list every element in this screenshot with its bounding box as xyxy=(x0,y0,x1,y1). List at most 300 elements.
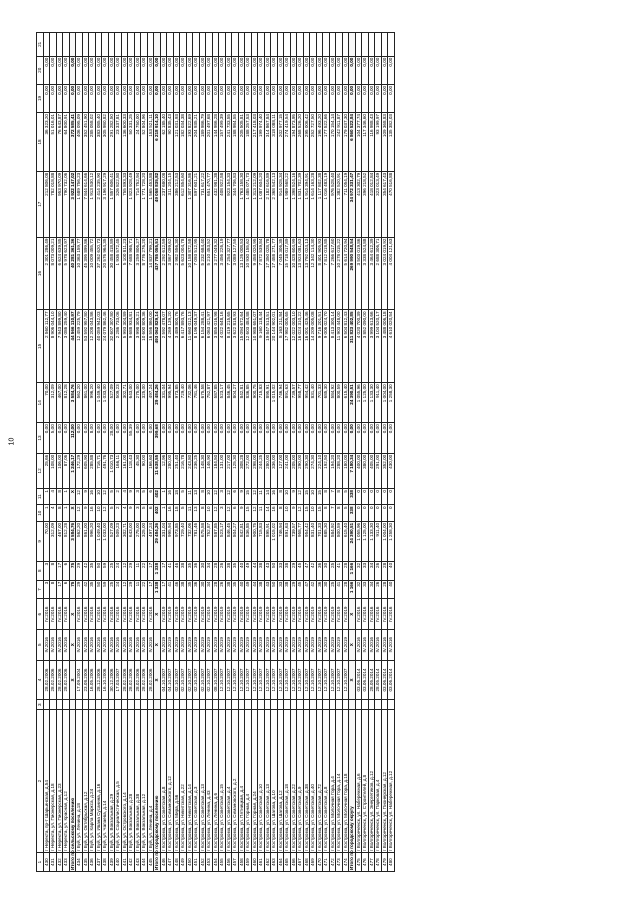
cell-col-10: 16 xyxy=(89,505,96,521)
cell-col-11: 15 xyxy=(245,489,252,505)
cell-col-12: 280,00 xyxy=(167,453,174,488)
cell-col-1: 462 xyxy=(264,853,271,872)
cell-col-18: 196 493,20 xyxy=(316,113,323,172)
cell-col-6: IV.2019 xyxy=(251,599,258,630)
cell-col-19: 0,00 xyxy=(342,84,349,112)
cell-col-8: 28 xyxy=(212,561,219,580)
cell-col-12: 274,30 xyxy=(310,453,317,488)
cell-col-1: 468 xyxy=(303,853,310,872)
table-row xyxy=(388,33,395,872)
cell-col-11: 1 xyxy=(63,489,70,505)
cell-col-1: 457 xyxy=(232,853,239,872)
cell-col-8: 34 xyxy=(206,561,213,580)
cell-col-11: 12 xyxy=(76,489,83,505)
cell-col-5: IV.2019 xyxy=(251,629,258,660)
cell-col-18: 51 016,01 xyxy=(50,113,57,172)
cell-col-11: 6 xyxy=(147,489,154,505)
cell-col-14: 467,00 xyxy=(56,383,63,423)
cell-col-6: IV.2016 xyxy=(368,599,375,630)
cell-col-10: 8 xyxy=(323,505,330,521)
cell-col-19: 0,00 xyxy=(303,84,310,112)
cell-col-12: 605,90 xyxy=(82,453,89,488)
cell-col-11: 18 xyxy=(173,489,180,505)
cell-col-12: 7 180,34 xyxy=(349,453,356,488)
cell-col-13: 0,00 xyxy=(329,423,336,454)
cell-col-17: 612 854,60 xyxy=(180,171,187,237)
cell-col-5: X xyxy=(154,629,161,660)
cell-col-14: 812,28 xyxy=(63,383,70,423)
cell-col-15: 7 943 899,80 xyxy=(56,310,63,383)
cell-col-9: 995,94 xyxy=(167,521,174,561)
cell-col-18: 157 499,39 xyxy=(219,113,226,172)
cell-col-19: 0,00 xyxy=(186,84,193,112)
cell-col-1: 479 xyxy=(381,853,388,872)
cell-col-18: 305 980,82 xyxy=(102,113,109,172)
cell-col-2: г Волгореченск, ул. Энергетиков, д.12 xyxy=(368,709,375,852)
cell-col-13: 0,00 xyxy=(206,423,213,454)
cell-col-16: 6 624 639,85 xyxy=(56,237,63,310)
cell-col-13: 0,00 xyxy=(251,423,258,454)
cell-col-20: 0,00 xyxy=(219,56,226,84)
cell-col-19: 0,00 xyxy=(63,84,70,112)
cell-col-13: 0,00 xyxy=(186,423,193,454)
cell-col-7: 34 xyxy=(206,580,213,599)
cell-col-18: 109 368,83 xyxy=(381,113,388,172)
cell-col-4: 28.12.2006 xyxy=(95,660,102,700)
cell-col-12: 11 638,55 xyxy=(154,453,161,488)
cell-col-20: 0,00 xyxy=(115,56,122,84)
cell-col-14: 29 484,26 xyxy=(154,383,161,423)
cell-col-1: 472 xyxy=(329,853,336,872)
cell-col-6: IV.2019 xyxy=(336,599,343,630)
cell-col-19: 0,00 xyxy=(251,84,258,112)
cell-col-4: 02.10.2007 xyxy=(193,660,200,700)
cell-col-14: 70,00 xyxy=(43,383,50,423)
cell-col-16: 8 401 905,93 xyxy=(316,237,323,310)
cell-col-7: 24 xyxy=(115,580,122,599)
cell-col-17: 1 857 606,41 xyxy=(108,171,115,237)
cell-col-19: 0,00 xyxy=(108,84,115,112)
cell-col-19: 0,00 xyxy=(160,84,167,112)
cell-col-14: 3 584,76 xyxy=(69,383,76,423)
cell-col-1: 451 xyxy=(193,853,200,872)
cell-col-18: 6 860 522,84 xyxy=(349,113,356,172)
cell-col-16: 2 301 286,49 xyxy=(43,237,50,310)
cell-col-16: 10 930 155,62 xyxy=(245,237,252,310)
cell-col-9: 895,91 xyxy=(264,521,271,561)
cell-col-12: 251,40 xyxy=(173,453,180,488)
cell-col-5: IV.2019 xyxy=(232,629,239,660)
cell-col-12: 1 010,73 xyxy=(108,453,115,488)
cell-col-5: IV.2016 xyxy=(43,629,50,660)
cell-col-4: 04.10.2007 xyxy=(160,660,167,700)
cell-col-18: 241 733,55 xyxy=(225,113,232,172)
cell-col-16: 4 004 121,63 xyxy=(388,237,395,310)
cell-col-7: 41 xyxy=(336,580,343,599)
column-number-8: 8 xyxy=(37,561,44,580)
cell-col-5: IV.2019 xyxy=(167,629,174,660)
cell-col-8: 29 xyxy=(290,561,297,580)
cell-col-8: 38 xyxy=(258,561,265,580)
cell-col-8: 36 xyxy=(316,561,323,580)
cell-col-6: IV.2019 xyxy=(232,599,239,630)
cell-col-9: 732,06 xyxy=(186,521,193,561)
cell-col-19: 0,00 xyxy=(56,84,63,112)
cell-col-15: 16 024 310,22 xyxy=(297,310,304,383)
cell-col-9: 1 133,30 xyxy=(368,521,375,561)
cell-col-2: г Нерехта, ул. Пионерская, д.18 xyxy=(50,709,57,852)
cell-col-7: 8 xyxy=(50,580,57,599)
cell-col-2: г Кострома, ул. Молочная Гора, д.18 xyxy=(342,709,349,852)
cell-col-16: 10 428 604,99 xyxy=(290,237,297,310)
cell-col-17: 326 822,80 xyxy=(115,171,122,237)
cell-col-7: 43 xyxy=(264,580,271,599)
cell-col-15: 12 459 225,79 xyxy=(76,310,83,383)
cell-col-19: 0,00 xyxy=(271,84,278,112)
cell-col-6: IV.2016 xyxy=(381,599,388,630)
cell-col-4: 12.10.2007 xyxy=(251,660,258,700)
cell-col-15: 2 286 733,06 xyxy=(115,310,122,383)
cell-col-12: 131,00 xyxy=(219,453,226,488)
column-number-20: 20 xyxy=(37,56,44,84)
cell-col-2: г Кострома, ул. Советская, д.13 xyxy=(264,709,271,852)
cell-col-7: 49 xyxy=(245,580,252,599)
cell-col-7: 22 xyxy=(141,580,148,599)
cell-col-19: 0,00 xyxy=(245,84,252,112)
cell-col-18: 204 935,21 xyxy=(193,113,200,172)
cell-col-6: IV.2016 xyxy=(89,599,96,630)
cell-col-2: г Кострома, ул. Советская, д.8 xyxy=(323,709,330,852)
cell-col-11: 10 xyxy=(95,489,102,505)
cell-col-8: 17 xyxy=(56,561,63,580)
cell-col-15: 8 419 215,65 xyxy=(225,310,232,383)
cell-col-14: 1 133,30 xyxy=(368,383,375,423)
cell-col-14: 895,91 xyxy=(264,383,271,423)
cell-col-21 xyxy=(388,33,395,57)
cell-col-4: 28.02.2006 xyxy=(43,660,50,700)
cell-col-15: 10 600 809,36 xyxy=(141,310,148,383)
cell-col-6: IV.2016 xyxy=(63,599,70,630)
cell-col-8: 35 xyxy=(186,561,193,580)
cell-col-18: 188 984,55 xyxy=(232,113,239,172)
cell-col-1: 439 xyxy=(108,853,115,872)
cell-col-13: 0,00 xyxy=(102,423,109,454)
cell-col-18: 406 095,09 xyxy=(76,113,83,172)
cell-col-20: 0,00 xyxy=(284,56,291,84)
cell-col-5: IV.2016 xyxy=(362,629,369,660)
cell-col-5: IV.2016 xyxy=(102,629,109,660)
cell-col-12: 166,11 xyxy=(115,453,122,488)
cell-col-15: 3 086 259,40 xyxy=(63,310,70,383)
cell-col-6: IV.2019 xyxy=(238,599,245,630)
cell-col-15: 2 592 478,07 xyxy=(160,310,167,383)
cell-col-16: 13 126 008,53 xyxy=(238,237,245,310)
cell-col-9: 996,20 xyxy=(89,521,96,561)
cell-col-19: 0,00 xyxy=(388,84,395,112)
cell-col-16: 14 837 799,21 xyxy=(147,237,154,310)
cell-col-12: 491,76 xyxy=(102,453,109,488)
cell-col-6: IV.2016 xyxy=(147,599,154,630)
cell-col-16: 45 395 899,86 xyxy=(82,237,89,310)
cell-col-18: 24 750,00 xyxy=(134,113,141,172)
column-number-15: 15 xyxy=(37,310,44,383)
cell-col-14: 995,94 xyxy=(167,383,174,423)
cell-col-4: 04.10.2007 xyxy=(167,660,174,700)
cell-col-11: 13 xyxy=(193,489,200,505)
cell-col-11: 8 xyxy=(56,489,63,505)
cell-col-19: 0,00 xyxy=(95,84,102,112)
cell-col-15: 11 903 448,00 xyxy=(336,310,343,383)
cell-col-19: 0,00 xyxy=(89,84,96,112)
cell-col-15: 2 560 112,77 xyxy=(43,310,50,383)
cell-col-1: 452 xyxy=(199,853,206,872)
cell-col-5: IV.2016 xyxy=(128,629,135,660)
cell-col-14: 1 055,96 xyxy=(355,383,362,423)
cell-col-18: 23 337,81 xyxy=(115,113,122,172)
cell-col-13: 0,00 xyxy=(349,423,356,454)
cell-col-6: IV.2016 xyxy=(95,599,102,630)
cell-col-12: 166,60 xyxy=(147,453,154,488)
cell-col-6: IV.2019 xyxy=(199,599,206,630)
cell-col-15: 24 079 862,46 xyxy=(102,310,109,383)
cell-col-15: 3 104 520,17 xyxy=(375,310,382,383)
cell-col-13: 0,00 xyxy=(219,423,226,454)
cell-col-16: 7 688 986,71 xyxy=(128,237,135,310)
cell-col-12: 180,00 xyxy=(342,453,349,488)
cell-col-1: 473 xyxy=(336,853,343,872)
cell-col-9: 643,00 xyxy=(128,521,135,561)
cell-col-2: г Волгореченск, ул. Набережная, д.12 xyxy=(388,709,395,852)
cell-col-8: 6 xyxy=(63,561,70,580)
cell-col-8: 35 xyxy=(232,561,239,580)
cell-col-1: 476 xyxy=(362,853,369,872)
cell-col-1: 431 xyxy=(50,853,57,872)
cell-col-20: 0,00 xyxy=(245,56,252,84)
cell-col-1: 466 xyxy=(290,853,297,872)
cell-col-4: 12.10.2007 xyxy=(303,660,310,700)
cell-col-14: 752,87 xyxy=(206,383,213,423)
cell-col-12: 1 246,17 xyxy=(69,453,76,488)
cell-col-8: 28 xyxy=(342,561,349,580)
cell-col-5: IV.2016 xyxy=(388,629,395,660)
cell-col-13: 0,00 xyxy=(173,423,180,454)
cell-col-8: 50 xyxy=(95,561,102,580)
cell-col-8: 12 xyxy=(121,561,128,580)
cell-col-7: 42 xyxy=(310,580,317,599)
cell-col-13: 0,00 xyxy=(310,423,317,454)
cell-col-2: г Кострома, ул. Советская, д.22 xyxy=(290,709,297,852)
cell-col-15: 20 144 902,01 xyxy=(271,310,278,383)
cell-col-7: 3 xyxy=(43,580,50,599)
cell-col-20: 0,00 xyxy=(50,56,57,84)
cell-col-6: IV.2019 xyxy=(167,599,174,630)
cell-col-15: 3 489 800,76 xyxy=(173,310,180,383)
cell-col-10: 10 xyxy=(310,505,317,521)
cell-col-12: 290,30 xyxy=(303,453,310,488)
cell-col-12: 118,43 xyxy=(128,453,135,488)
cell-col-16: 12 342 114,30 xyxy=(310,237,317,310)
cell-col-11: 7 xyxy=(329,489,336,505)
cell-col-13: 0,00 xyxy=(147,423,154,454)
cell-col-4: 28.02.2006 xyxy=(121,660,128,700)
cell-col-17: 470 516,88 xyxy=(388,171,395,237)
cell-col-18: 189 986,79 xyxy=(199,113,206,172)
cell-col-14: 846,45 xyxy=(225,383,232,423)
cell-col-17: 418 012,84 xyxy=(368,171,375,237)
cell-col-11: 0 xyxy=(375,489,382,505)
cell-col-13: 0,00 xyxy=(199,423,206,454)
cell-col-12: 308,28 xyxy=(238,453,245,488)
cell-col-6: IV.2016 xyxy=(115,599,122,630)
cell-col-19: 0,00 xyxy=(368,84,375,112)
cell-col-1 xyxy=(69,853,76,872)
cell-col-6: IV.2019 xyxy=(225,599,232,630)
cell-col-14: 958,77 xyxy=(297,383,304,423)
cell-col-4: 02.10.2007 xyxy=(186,660,193,700)
cell-col-7: 28 xyxy=(212,580,219,599)
cell-col-6: IV.2019 xyxy=(316,599,323,630)
cell-col-11: 16 xyxy=(89,489,96,505)
cell-col-8: 35 xyxy=(89,561,96,580)
cell-col-20: 0,00 xyxy=(89,56,96,84)
cell-col-13: 0,00 xyxy=(43,423,50,454)
cell-col-8: 26 xyxy=(219,561,226,580)
cell-col-13: 0,00 xyxy=(264,423,271,454)
cell-col-10: 4 xyxy=(121,505,128,521)
cell-col-19: 0,00 xyxy=(329,84,336,112)
cell-col-1: 459 xyxy=(245,853,252,872)
cell-col-16: 13 924 081,63 xyxy=(297,237,304,310)
cell-col-2: г Кострома, ул. Шагова, д.12 xyxy=(277,709,284,852)
cell-col-19: 0,00 xyxy=(167,84,174,112)
cell-col-10: 6 xyxy=(232,505,239,521)
cell-col-9: 331,04 xyxy=(160,521,167,561)
cell-col-10: 0 xyxy=(388,505,395,521)
cell-col-8: 24 xyxy=(115,561,122,580)
cell-col-1: 447 xyxy=(167,853,174,872)
cell-col-15: 14 209 005,08 xyxy=(310,310,317,383)
cell-col-11: 14 xyxy=(264,489,271,505)
cell-col-11: 9 xyxy=(128,489,135,505)
cell-col-4: 02.10.2007 xyxy=(199,660,206,700)
cell-col-2: г Кострома, ул. Советская, д.10 xyxy=(258,709,265,852)
cell-col-9: 1 125,00 xyxy=(362,521,369,561)
cell-col-6: IV.2016 xyxy=(355,599,362,630)
cell-col-10: 6 xyxy=(147,505,154,521)
cell-col-12: 25,66 xyxy=(43,453,50,488)
cell-col-20: 0,00 xyxy=(336,56,343,84)
cell-col-14: 587,85 xyxy=(212,383,219,423)
cell-col-5: IV.2019 xyxy=(329,629,336,660)
cell-col-1: 442 xyxy=(128,853,135,872)
cell-col-14: 24 390,51 xyxy=(349,383,356,423)
cell-col-7: 25 xyxy=(108,580,115,599)
cell-col-12: 241,00 xyxy=(284,453,291,488)
cell-col-12: 405,00 xyxy=(368,453,375,488)
cell-col-10: 0 xyxy=(375,505,382,521)
cell-col-10: 13 xyxy=(193,505,200,521)
cell-col-2: г Кострома, ул. Советская, д.3 xyxy=(193,709,200,852)
cell-col-11: 9 xyxy=(238,489,245,505)
cell-col-7: 30 xyxy=(199,580,206,599)
cell-col-8: 46 xyxy=(173,561,180,580)
cell-col-15: 4 020 700,39 xyxy=(355,310,362,383)
cell-col-15: 9 688 934,81 xyxy=(128,310,135,383)
cell-col-5: IV.2019 xyxy=(264,629,271,660)
cell-col-9: 312,09 xyxy=(50,521,57,561)
cell-col-16: 3 024 019,92 xyxy=(381,237,388,310)
cell-col-17: 897 601,21 xyxy=(193,171,200,237)
cell-col-2: г Кострома, ул. Советская, д.38 xyxy=(303,709,310,852)
cell-col-9: 1 049,40 xyxy=(95,521,102,561)
cell-col-5: IV.2019 xyxy=(219,629,226,660)
cell-col-5: IV.2019 xyxy=(271,629,278,660)
cell-col-13: 0,00 xyxy=(316,423,323,454)
cell-col-11: 1 xyxy=(160,489,167,505)
cell-col-10: 11 xyxy=(186,505,193,521)
cell-col-1: 461 xyxy=(258,853,265,872)
cell-col-16: 10 009 455,72 xyxy=(89,237,96,310)
cell-col-17: 1 763 158,30 xyxy=(238,171,245,237)
cell-col-14: 1 015,02 xyxy=(271,383,278,423)
cell-col-20: 0,00 xyxy=(173,56,180,84)
cell-col-16: 3 503 019,86 xyxy=(355,237,362,310)
page-number: 10 xyxy=(8,437,16,446)
cell-col-4: 28.02.2006 xyxy=(128,660,135,700)
cell-col-9: 675,58 xyxy=(199,521,206,561)
cell-col-12: 236,25 xyxy=(193,453,200,488)
cell-col-20: 0,00 xyxy=(180,56,187,84)
cell-col-8: 59 xyxy=(102,561,109,580)
cell-col-5: IV.2019 xyxy=(225,629,232,660)
cell-col-13: 0,00 xyxy=(232,423,239,454)
cell-col-20: 0,00 xyxy=(375,56,382,84)
cell-col-13: 0,00 xyxy=(212,423,219,454)
cell-col-15: 9 160 118,44 xyxy=(258,310,265,383)
cell-col-14: 509,23 xyxy=(115,383,122,423)
cell-col-16: 5 623 004,78 xyxy=(180,237,187,310)
cell-col-19: 0,00 xyxy=(349,84,356,112)
cell-col-18: 136 600,33 xyxy=(121,113,128,172)
cell-col-6: IV.2016 xyxy=(375,599,382,630)
column-number-6: 6 xyxy=(37,599,44,630)
cell-col-7: 44 xyxy=(251,580,258,599)
cell-col-20: 0,00 xyxy=(297,56,304,84)
cell-col-5: IV.2016 xyxy=(368,629,375,660)
cell-col-10: 9 xyxy=(238,505,245,521)
cell-col-13: 0,00 xyxy=(56,423,63,454)
cell-col-2: г Кострома, ул. Советская, д.40 xyxy=(310,709,317,852)
cell-col-19: 0,00 xyxy=(102,84,109,112)
cell-col-15: 8 906 044,10 xyxy=(50,310,57,383)
cell-col-18: 285 058,02 xyxy=(89,113,96,172)
cell-col-20: 0,00 xyxy=(355,56,362,84)
cell-col-17: 1 313 212,09 xyxy=(251,171,258,237)
column-number-10: 10 xyxy=(37,505,44,521)
cell-col-9: 275,00 xyxy=(134,521,141,561)
cell-col-17: 1 614 163,28 xyxy=(310,171,317,237)
column-number-1: 1 xyxy=(37,853,44,872)
cell-col-9: 752,87 xyxy=(206,521,213,561)
cell-col-4: 12.10.2007 xyxy=(310,660,317,700)
cell-col-18: 188 257,53 xyxy=(245,113,252,172)
cell-col-11: 11 xyxy=(258,489,265,505)
cell-col-20: 0,00 xyxy=(82,56,89,84)
cell-col-16: 7 254 327,77 xyxy=(225,237,232,310)
cell-col-9: 739,57 xyxy=(290,521,297,561)
cell-col-16: 3 456 226,19 xyxy=(219,237,226,310)
cell-col-13: 0,00 xyxy=(121,423,128,454)
